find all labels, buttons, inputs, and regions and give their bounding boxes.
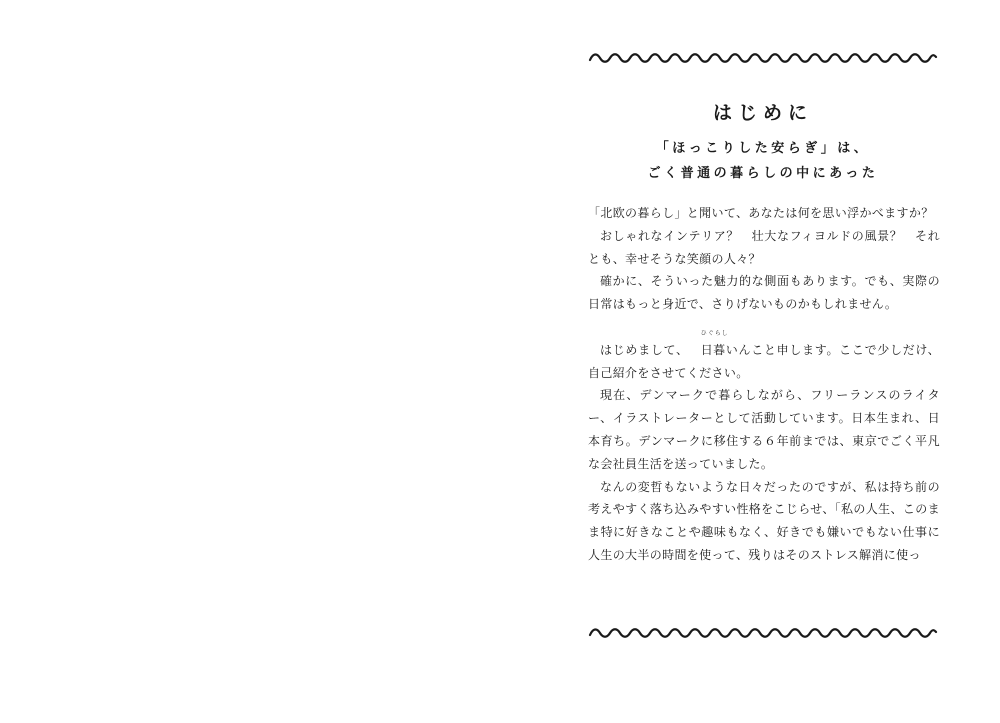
paragraph-3-after: いんこと申します。ここで少しだけ、自己紹介をさせてください。 <box>588 342 940 380</box>
subtitle-line-1: 「ほっこりした安らぎ」は、 <box>655 141 871 156</box>
paragraph-3-before: はじめまして、 <box>600 342 689 357</box>
wavy-divider-top <box>588 52 938 64</box>
paragraph-1-line-2: おしゃれなインテリア？ 壮大なフィヨルドの風景？ それとも、幸せそうな笑顔の人々？ <box>588 228 940 266</box>
author-name-kanji: 日暮 <box>700 342 726 357</box>
paragraph-4: 現在、デンマークで暮らしながら、フリーランスのライター、イラストレーターとして活動しています。日本生まれ、日本育ち。デンマークに移住する６年前までは、東京でごく平凡な会社員生活を送っていました。 <box>588 388 940 471</box>
wavy-divider-bottom <box>588 627 938 639</box>
right-page <box>500 0 1000 723</box>
body-text <box>588 202 940 567</box>
paragraph-1-line-1: 「北欧の暮らし」と聞いて、あなたは何を思い浮かべますか？ <box>588 206 934 220</box>
paragraph-3 <box>588 329 940 385</box>
paragraph-2: 確かに、そういった魅力的な側面もあります。でも、実際の日常はもっと身近で、さりげないものかもしれません。 <box>588 274 940 312</box>
chapter-heading: はじめに <box>712 102 813 124</box>
author-name <box>689 329 729 362</box>
paragraph-gap <box>588 316 940 339</box>
subtitle-line-2: ごく普通の暮らしの中にあった <box>647 166 879 181</box>
author-name-ruby: ひぐらし <box>700 329 729 337</box>
paragraph-5: なんの変哲もないような日々だったのですが、私は持ち前の考えやすく落ち込みやすい性格をこじらせ、「私の人生、このまま特に好きなことや趣味もなく、好きでも嫌いでもない仕事に人生の大半の時間を使って、残りはそのストレス解消に使っ <box>588 479 940 562</box>
chapter-subtitle <box>588 136 938 186</box>
